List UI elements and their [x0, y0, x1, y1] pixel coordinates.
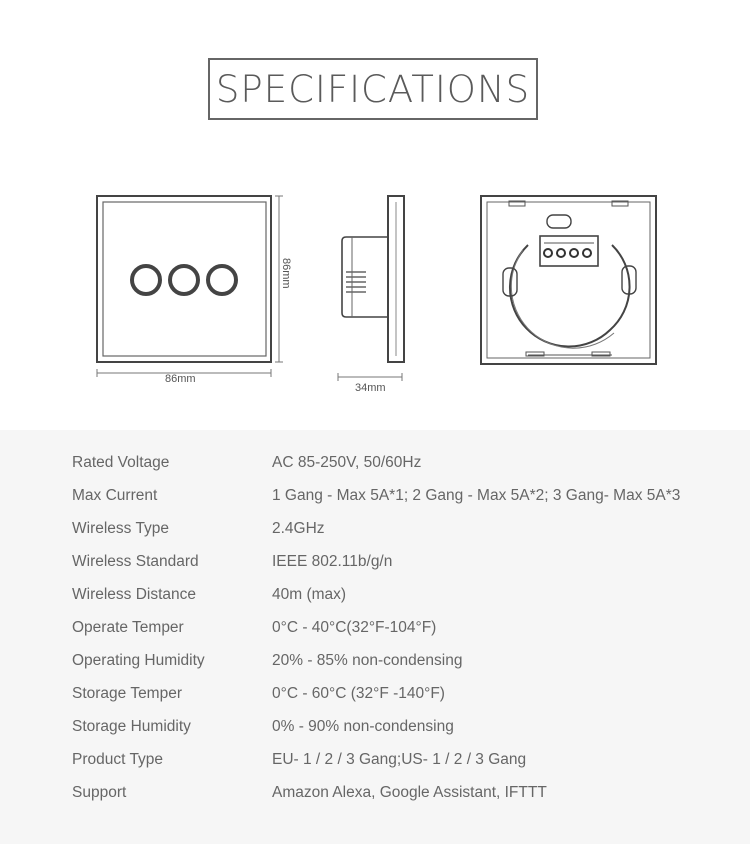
spec-row — [72, 553, 742, 586]
spec-value: IEEE 802.11b/g/n — [272, 553, 393, 570]
front-width-label: 86mm — [165, 373, 196, 385]
touch-button-2 — [170, 266, 198, 294]
spec-label: Rated Voltage — [72, 454, 170, 471]
front-height-label: 86mm — [280, 258, 292, 289]
touch-button-3 — [208, 266, 236, 294]
spec-row — [72, 619, 742, 652]
spec-value: Amazon Alexa, Google Assistant, IFTTT — [272, 784, 547, 801]
spec-row — [72, 751, 742, 784]
spec-label: Operating Humidity — [72, 652, 205, 669]
spec-row — [72, 784, 742, 817]
spec-value: 20% - 85% non-condensing — [272, 652, 463, 669]
spec-label: Storage Temper — [72, 685, 182, 702]
spec-row — [72, 718, 742, 751]
spec-row — [72, 685, 742, 718]
specs-section — [0, 430, 750, 844]
spec-value: 0°C - 40°C(32°F-104°F) — [272, 619, 437, 636]
spec-value: 40m (max) — [272, 586, 347, 603]
back-view — [481, 196, 656, 364]
spec-value: 0% - 90% non-condensing — [272, 718, 454, 735]
spec-row — [72, 586, 742, 619]
spec-value: 0°C - 60°C (32°F -140°F) — [272, 685, 445, 702]
spec-label: Storage Humidity — [72, 718, 191, 735]
spec-row — [72, 652, 742, 685]
title-box — [208, 58, 538, 120]
front-view — [97, 196, 292, 385]
side-depth-label: 34mm — [355, 382, 386, 394]
spec-label: Support — [72, 784, 127, 801]
spec-value: 1 Gang - Max 5A*1; 2 Gang - Max 5A*2; 3 Gang- Max 5A*3 — [272, 487, 681, 504]
spec-label: Max Current — [72, 487, 158, 504]
spec-label: Wireless Distance — [72, 586, 197, 603]
spec-label: Operate Temper — [72, 619, 184, 636]
spec-value: AC 85-250V, 50/60Hz — [272, 454, 422, 471]
spec-row — [72, 487, 742, 520]
spec-label: Product Type — [72, 751, 164, 768]
spec-row — [72, 454, 742, 487]
spec-value: EU- 1 / 2 / 3 Gang;US- 1 / 2 / 3 Gang — [272, 751, 527, 768]
side-view — [338, 196, 404, 394]
specs-table — [72, 454, 742, 817]
dimension-diagram — [0, 180, 750, 410]
spec-value: 2.4GHz — [272, 520, 325, 537]
spec-label: Wireless Standard — [72, 553, 199, 570]
page-title: SPECIFICATIONS — [215, 67, 531, 111]
touch-button-1 — [132, 266, 160, 294]
spec-row — [72, 520, 742, 553]
spec-label: Wireless Type — [72, 520, 170, 537]
